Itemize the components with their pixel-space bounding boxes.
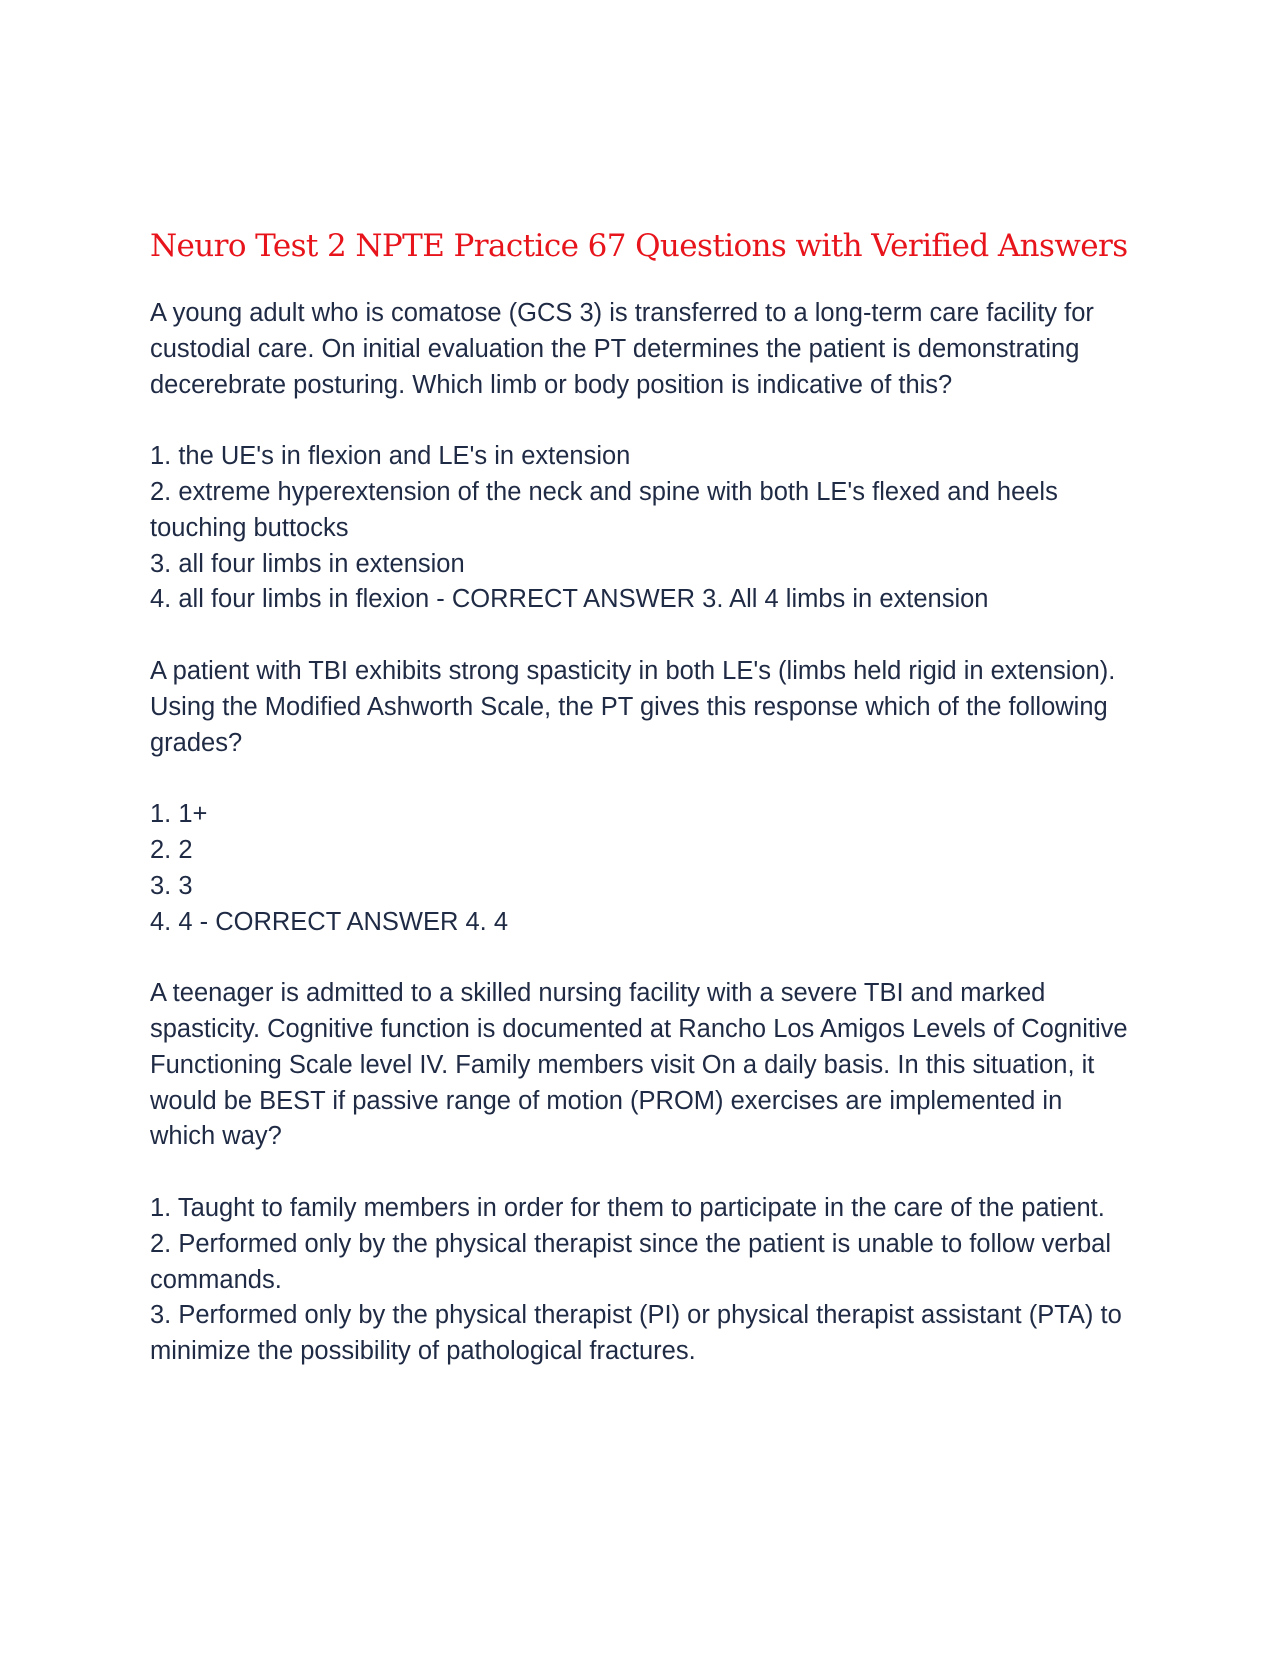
- answer-option: 1. Taught to family members in order for them to participate in the care of the patient.: [150, 1193, 1105, 1222]
- document-title: Neuro Test 2 NPTE Practice 67 Questions with Verified Answers: [150, 228, 1128, 264]
- answer-options: [150, 797, 1130, 940]
- answer-option-with-correct-answer: 4. 4 - CORRECT ANSWER 4. 4: [150, 907, 509, 936]
- answer-option-with-correct-answer: 4. all four limbs in flexion - CORRECT ANSWER 3. All 4 limbs in extension: [150, 585, 989, 614]
- question-stem: A teenager is admitted to a skilled nursing facility with a severe TBI and marked spasticity. Cognitive function is documented at Rancho Los Amigos Levels of Cognitive Functioning Scale level IV. Family members visit On a daily basis. In this situation, it would be BEST if passive range of motion (PROM) exercises are implemented in which way?: [150, 979, 1128, 1151]
- question-block: [150, 296, 1130, 618]
- question-stem: A young adult who is comatose (GCS 3) is transferred to a long-term care facility for custodial care. On initial evaluation the PT determines the patient is demonstrating decerebrate posturing. Which limb or body position is indicative of this?: [150, 299, 1094, 399]
- question-block: [150, 976, 1130, 1370]
- answer-option: 2. Performed only by the physical therapist since the patient is unable to follow verbal commands.: [150, 1229, 1112, 1294]
- answer-options: [150, 1191, 1130, 1370]
- question-list: [150, 296, 1130, 1370]
- answer-option: 2. extreme hyperextension of the neck and spine with both LE's flexed and heels touching buttocks: [150, 477, 1058, 542]
- answer-option: 3. Performed only by the physical therapist (PI) or physical therapist assistant (PTA) to minimize the possibility of pathological fractures.: [150, 1301, 1122, 1366]
- answer-option: 3. 3: [150, 871, 193, 900]
- answer-option: 2. 2: [150, 835, 193, 864]
- answer-option: 1. 1+: [150, 800, 208, 829]
- question-block: [150, 654, 1130, 940]
- answer-option: 3. all four limbs in extension: [150, 549, 465, 578]
- answer-options: [150, 439, 1130, 618]
- question-stem: A patient with TBI exhibits strong spasticity in both LE's (limbs held rigid in extension). Using the Modified Ashworth Scale, the PT gives this response which of the following grades?: [150, 656, 1116, 757]
- document-content: [150, 222, 1130, 1406]
- answer-option: 1. the UE's in flexion and LE's in extension: [150, 442, 631, 471]
